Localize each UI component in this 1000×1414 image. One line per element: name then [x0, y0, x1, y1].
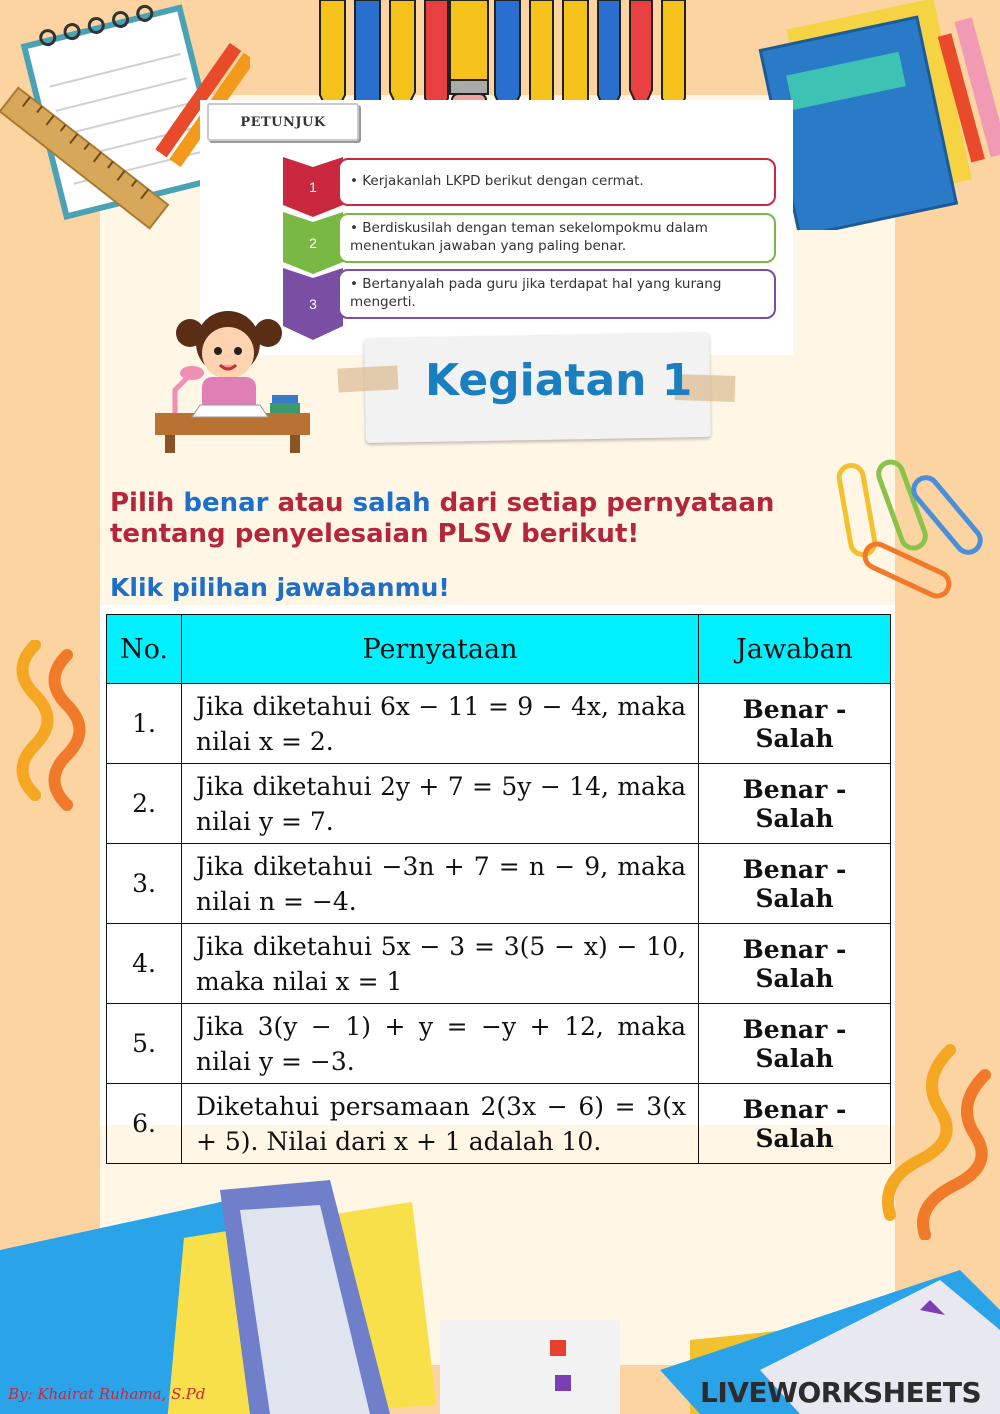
kegiatan-title: Kegiatan 1	[425, 354, 693, 406]
instr-part-3: atau	[268, 488, 353, 518]
row-statement: Diketahui persamaan 2(3x − 6) = 3(x + 5). Nilai dari x + 1 adalah 10.	[182, 1084, 699, 1164]
header-no: No.	[107, 615, 182, 684]
row-number: 5.	[107, 1004, 182, 1084]
author-credit: By: Khairat Ruhama, S.Pd	[8, 1385, 206, 1403]
row-number: 6.	[107, 1084, 182, 1164]
table-row	[107, 924, 891, 1004]
instr-benar: benar	[183, 488, 269, 518]
header-statement: Pernyataan	[182, 615, 699, 684]
answer-selector-6[interactable]: Benar - Salah	[699, 1084, 891, 1164]
table-row	[107, 684, 891, 764]
table-row	[107, 1004, 891, 1084]
row-statement: Jika diketahui 5x − 3 = 3(5 − x) − 10, maka nilai x = 1	[182, 924, 699, 1004]
petunjuk-label: PETUNJUK	[207, 103, 359, 141]
answer-selector-5[interactable]: Benar - Salah	[699, 1004, 891, 1084]
answer-selector-2[interactable]: Benar - Salah	[699, 764, 891, 844]
answer-selector-4[interactable]: Benar - Salah	[699, 924, 891, 1004]
step3-text: • Bertanyalah pada guru jika terdapat hal yang kurang mengerti.	[338, 269, 776, 319]
girl-studying-illustration	[150, 295, 315, 455]
row-number: 2.	[107, 764, 182, 844]
table-header-row	[107, 615, 891, 684]
step1-text: • Kerjakanlah LKPD berikut dengan cermat.	[338, 158, 776, 206]
row-number: 4.	[107, 924, 182, 1004]
answer-selector-3[interactable]: Benar - Salah	[699, 844, 891, 924]
table-row	[107, 1084, 891, 1164]
step2-text: • Berdiskusilah dengan teman sekelompokmu dalam menentukan jawaban yang paling benar.	[338, 213, 776, 263]
paperclip-icon	[835, 455, 1000, 600]
table-row	[107, 844, 891, 924]
row-number: 1.	[107, 684, 182, 764]
squiggle-decoration	[5, 640, 105, 820]
question-instruction	[110, 488, 830, 550]
instr-part-5: dari setiap pernyataan tentang penyelesaian PLSV berikut!	[110, 488, 775, 549]
row-number: 3.	[107, 844, 182, 924]
table-row	[107, 764, 891, 844]
answer-selector-1[interactable]: Benar - Salah	[699, 684, 891, 764]
step3-number: 3	[309, 296, 317, 312]
click-prompt: Klik pilihan jawabanmu!	[110, 573, 450, 602]
row-statement: Jika diketahui −3n + 7 = n − 9, maka nilai n = −4.	[182, 844, 699, 924]
instr-part-1: Pilih	[110, 488, 184, 518]
row-statement: Jika diketahui 6x − 11 = 9 − 4x, maka nilai x = 2.	[182, 684, 699, 764]
tape-left	[337, 365, 398, 392]
step1-number: 1	[309, 179, 317, 195]
instr-salah: salah	[352, 488, 431, 518]
header-answer: Jawaban	[699, 615, 891, 684]
statements-table	[106, 614, 891, 1164]
liveworksheets-logo[interactable]: LIVEWORKSHEETS	[700, 1376, 982, 1409]
row-statement: Jika 3(y − 1) + y = −y + 12, maka nilai y = −3.	[182, 1004, 699, 1084]
row-statement: Jika diketahui 2y + 7 = 5y − 14, maka nilai y = 7.	[182, 764, 699, 844]
step2-number: 2	[309, 235, 317, 251]
